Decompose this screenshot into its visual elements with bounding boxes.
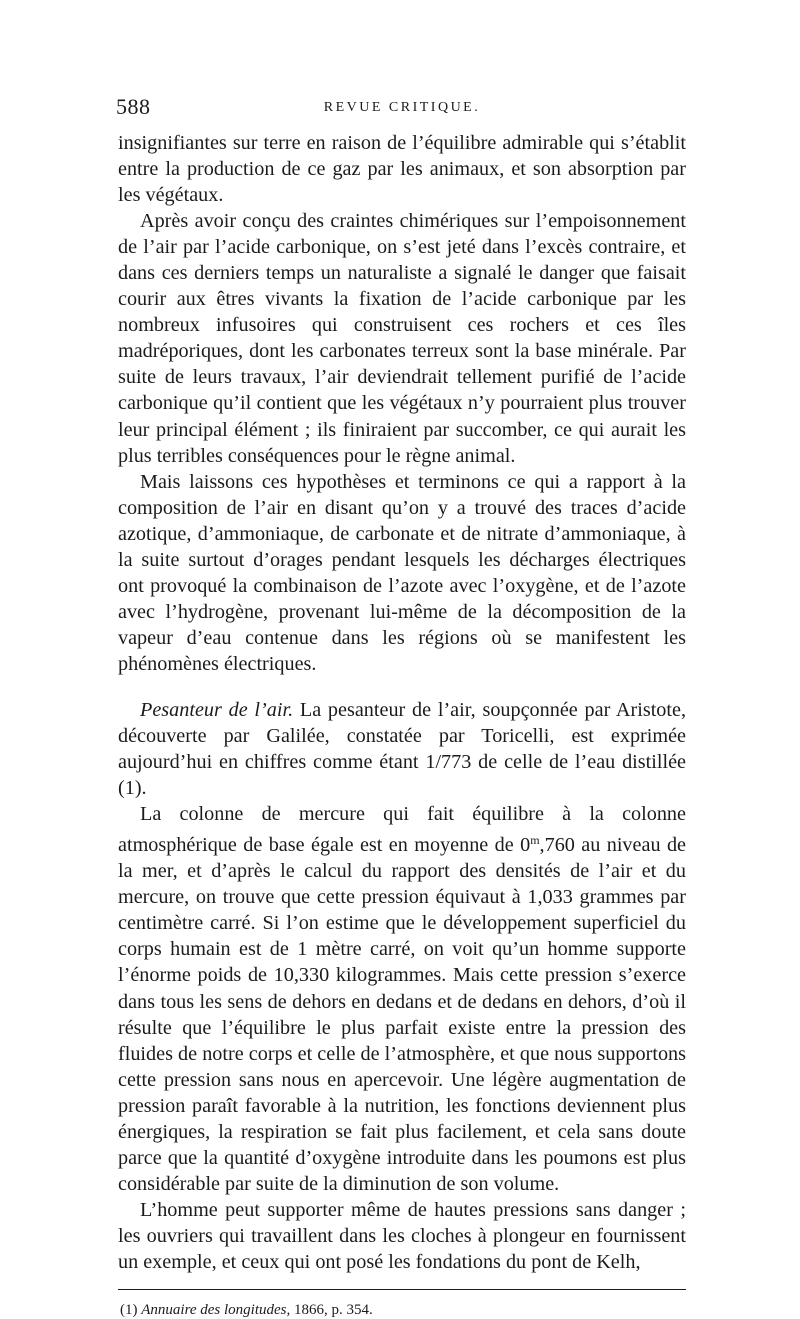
mercury-text-start: La colonne de mercure qui fait équilibre à la colonne atmosphérique de base égale est en moyenne de 0 bbox=[118, 803, 686, 857]
footnote-reference: 1866, p. 354. bbox=[294, 1302, 373, 1319]
meter-superscript: m bbox=[530, 833, 540, 848]
footnote-title: Annuaire des longitudes, bbox=[141, 1302, 291, 1319]
page-header bbox=[118, 94, 686, 130]
footnote bbox=[120, 1302, 686, 1319]
paragraph-mercury-column bbox=[118, 801, 686, 1197]
section-gap bbox=[118, 677, 686, 697]
mercury-text-rest: ,760 au niveau de la mer, et d’après le calcul du rapport des densités de l’air et du mercure, on trouve que cette pression équivaut à 1,033 grammes par centimètre carré. Si l’on estime que le développement superficiel du corps humain est de 1 mètre carré, on voit qu’un homme supporte l’énorme poids de 10,330 kilogrammes. Mais cette pression s’exerce dans tous les sens de dehors en dedans et de dedans en dehors, d’où il résulte que l’équilibre le plus parfait existe entre la pression des fluides de notre corps et celle de l’atmosphère, et que nous supportons cette pression sans nous en apercevoir. Une légère augmentation de pression paraît favorable à la nutrition, les fonctions deviennent plus énergiques, la respiration se fait plus facilement, et cela sans doute parce que la quantité d’oxygène introduite dans les poumons est plus considérable par suite de la diminution de son volume. bbox=[118, 834, 686, 1195]
footnote-divider bbox=[118, 1289, 686, 1290]
section-heading: Pesanteur de l’air. bbox=[140, 698, 294, 721]
paragraph-continuation: insignifiantes sur terre en raison de l’équilibre admirable qui s’établit entre la production de ce gaz par les animaux, et son absorption par les végétaux. bbox=[118, 132, 686, 207]
paragraph-high-pressure: L’homme peut supporter même de hautes pressions sans danger ; les ouvriers qui travaillent dans les cloches à plongeur en fournissent un exemple, et ceux qui ont posé les fondations du pont de Kelh, bbox=[118, 1198, 686, 1273]
paragraph-air-weight bbox=[118, 697, 686, 801]
running-title: REVUE CRITIQUE. bbox=[323, 100, 481, 115]
footnote-marker: (1) bbox=[120, 1302, 138, 1319]
book-page bbox=[118, 94, 686, 1319]
page-number: 588 bbox=[116, 94, 151, 119]
paragraph-carbonic-acid: Après avoir conçu des craintes chimériques sur l’empoisonnement de l’air par l’acide carbonique, on s’est jeté dans l’excès contraire, et dans ces derniers temps un naturaliste a signalé le danger que faisait courir aux êtres vivants la fixation de l’acide carbonique par les nombreux infusoires qui construisent ces rochers et ces îles madréporiques, dont les carbonates terreux sont la base minérale. Par suite de leurs travaux, l’air deviendrait tellement purifié de l’acide carbonique qu’il contient que les végétaux n’y pourraient plus trouver leur principal élément ; ils finiraient par succomber, ce qui aurait les plus terribles conséquences pour le règne animal. bbox=[118, 210, 686, 467]
paragraph-air-weight-text: La pesanteur de l’air, soupçonnée par Aristote, découverte par Galilée, constatée par Toricelli, est exprimée aujourd’hui en chiffres comme étant 1/773 de celle de l’eau distillée (1). bbox=[118, 698, 687, 800]
body-text bbox=[118, 130, 686, 1275]
paragraph-air-composition: Mais laissons ces hypothèses et terminons ce qui a rapport à la composition de l’air en disant qu’on y a trouvé des traces d’acide azotique, d’ammoniaque, de carbonate et de nitrate d’ammoniaque, à la suite surtout d’orages pendant lesquels les décharges électriques ont provoqué la combinaison de l’azote avec l’oxygène, et de l’azote avec l’hydrogène, provenant lui-même de la décomposition de la vapeur d’eau contenue dans les régions où se manifestent les phénomènes électriques. bbox=[118, 470, 686, 675]
